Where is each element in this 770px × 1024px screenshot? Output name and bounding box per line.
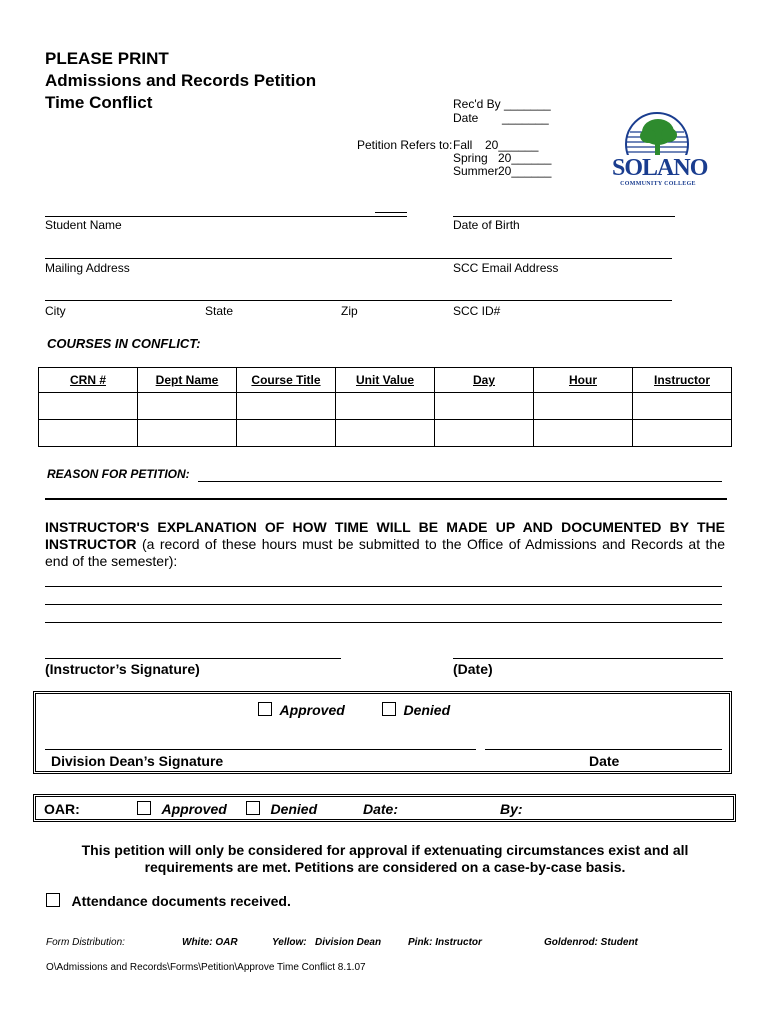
short-rule <box>375 212 407 213</box>
distribution-goldenrod: Goldenrod: Student <box>544 937 638 948</box>
term-summer: Summer <box>453 164 499 178</box>
student-name-line[interactable] <box>45 216 407 217</box>
oar-denied-option[interactable] <box>246 801 317 819</box>
term-spring-year: 20______ <box>498 151 552 165</box>
table-cell[interactable] <box>534 393 633 420</box>
state-label: State <box>205 304 234 318</box>
notice-line-2: requirements are met. Petitions are considered on a case-by-case basis. <box>144 859 626 875</box>
instructor-date-line[interactable] <box>453 658 723 659</box>
oar-label: OAR: <box>44 801 80 817</box>
city-state-zip-line[interactable] <box>45 300 672 301</box>
table-cell[interactable] <box>39 393 138 420</box>
explanation-bold: INSTRUCTOR'S EXPLANATION OF HOW TIME WILL BE MADE UP AND DOCUMENTED BY THE INSTRUCTOR <box>45 519 725 552</box>
oar-date-label: Date: <box>363 801 399 817</box>
dean-signature-label: Division Dean’s Signature <box>51 753 224 769</box>
distribution-pink: Pink: Instructor <box>408 937 482 948</box>
distribution-white: White: OAR <box>182 937 238 948</box>
recd-by-label: Rec'd By _______ <box>453 97 551 111</box>
col-hour: Hour <box>534 368 633 393</box>
instructor-signature-line[interactable] <box>45 658 341 659</box>
date-of-birth-line[interactable] <box>453 216 675 217</box>
col-day: Day <box>435 368 534 393</box>
table-cell[interactable] <box>633 393 732 420</box>
mailing-address-label: Mailing Address <box>45 261 130 275</box>
table-cell[interactable] <box>237 393 336 420</box>
reason-label: REASON FOR PETITION: <box>47 467 190 481</box>
col-instructor: Instructor <box>633 368 732 393</box>
reason-line-2[interactable] <box>45 498 727 500</box>
attendance-checkbox[interactable] <box>46 893 60 907</box>
recd-date-label: Date <box>453 111 479 125</box>
city-label: City <box>45 304 66 318</box>
table-cell[interactable] <box>237 420 336 447</box>
table-cell[interactable] <box>39 420 138 447</box>
courses-heading: COURSES IN CONFLICT: <box>47 336 201 351</box>
dean-approved-label: Approved <box>279 702 345 718</box>
oar-approved-checkbox[interactable] <box>137 801 151 815</box>
form-heading-please-print: PLEASE PRINT <box>45 49 169 68</box>
table-cell[interactable] <box>633 420 732 447</box>
col-unit-value: Unit Value <box>336 368 435 393</box>
distribution-yellow: Yellow: Division Dean <box>272 937 382 948</box>
explanation-line-1[interactable] <box>45 586 722 587</box>
oar-denied-checkbox[interactable] <box>246 801 260 815</box>
attendance-label: Attendance documents received. <box>71 893 291 909</box>
explanation-line-3[interactable] <box>45 622 722 623</box>
logo-wordmark: SOLANO <box>612 155 708 181</box>
instructor-date-label: (Date) <box>453 661 493 677</box>
attendance-option[interactable] <box>46 893 291 911</box>
form-subtitle: Time Conflict <box>45 93 153 112</box>
col-dept-name: Dept Name <box>138 368 237 393</box>
oar-approved-option[interactable] <box>137 801 227 819</box>
footer-path: O\Admissions and Records\Forms\Petition\Approve Time Conflict 8.1.07 <box>46 962 366 973</box>
recd-date-line: _______ <box>502 111 549 125</box>
dean-approved-option[interactable] <box>258 702 345 720</box>
term-fall: Fall <box>453 138 473 152</box>
table-cell[interactable] <box>435 420 534 447</box>
distribution-label: Form Distribution: <box>46 937 125 948</box>
reason-line[interactable] <box>198 481 722 482</box>
table-cell[interactable] <box>534 420 633 447</box>
dean-denied-option[interactable] <box>382 702 450 720</box>
dean-denied-checkbox[interactable] <box>382 702 396 716</box>
notice-line-1: This petition will only be considered for approval if extenuating circumstances exist and all <box>81 842 689 858</box>
dean-date-label: Date <box>589 753 620 769</box>
table-row <box>39 420 732 447</box>
table-cell[interactable] <box>336 420 435 447</box>
explanation-line-2[interactable] <box>45 604 722 605</box>
table-cell[interactable] <box>138 420 237 447</box>
table-cell[interactable] <box>435 393 534 420</box>
scc-email-label: SCC Email Address <box>453 261 559 275</box>
col-course-title: Course Title <box>237 368 336 393</box>
term-spring: Spring <box>453 151 488 165</box>
dean-denied-label: Denied <box>403 702 451 718</box>
petition-refers-label: Petition Refers to: <box>357 138 453 152</box>
scc-id-label: SCC ID# <box>453 304 501 318</box>
logo-subtitle: COMMUNITY COLLEGE <box>620 181 696 187</box>
instructor-explanation <box>45 519 725 570</box>
instructor-signature-label: (Instructor’s Signature) <box>45 661 200 677</box>
col-crn: CRN # <box>39 368 138 393</box>
dean-approved-checkbox[interactable] <box>258 702 272 716</box>
oar-by-label: By: <box>500 801 523 817</box>
form-title: Admissions and Records Petition <box>45 71 317 90</box>
date-of-birth-label: Date of Birth <box>453 218 520 232</box>
dean-date-line[interactable] <box>485 749 722 750</box>
courses-table <box>38 367 732 447</box>
table-cell[interactable] <box>336 393 435 420</box>
explanation-normal: (a record of these hours must be submitted to the Office of Admissions and Records at the end of the semester): <box>45 536 725 569</box>
table-row <box>39 393 732 420</box>
courses-header-row <box>39 368 732 393</box>
oar-denied-label: Denied <box>270 801 318 817</box>
term-fall-year: 20______ <box>485 138 539 152</box>
dean-signature-line[interactable] <box>45 749 476 750</box>
mailing-address-line[interactable] <box>45 258 672 259</box>
term-summer-year: 20______ <box>498 164 552 178</box>
table-cell[interactable] <box>138 393 237 420</box>
zip-label: Zip <box>341 304 358 318</box>
oar-approved-label: Approved <box>161 801 227 817</box>
student-name-label: Student Name <box>45 218 122 232</box>
